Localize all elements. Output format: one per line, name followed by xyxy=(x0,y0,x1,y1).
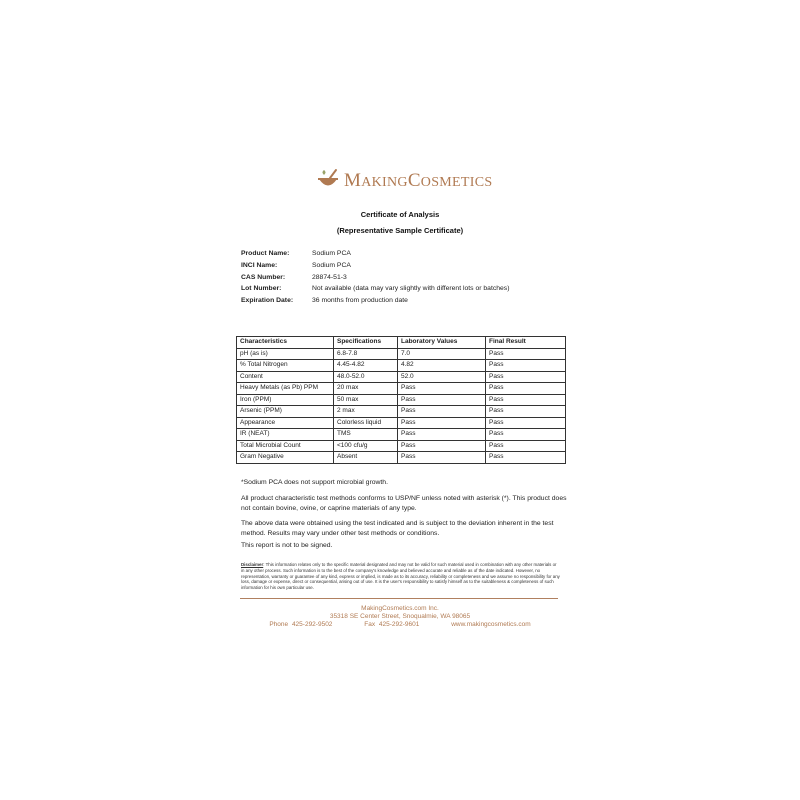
table-cell: Iron (PPM) xyxy=(237,394,334,406)
table-cell: pH (as is) xyxy=(237,348,334,360)
table-cell: Colorless liquid xyxy=(334,417,398,429)
table-cell: Pass xyxy=(486,440,566,452)
table-cell: Appearance xyxy=(237,417,334,429)
disclaimer xyxy=(241,562,561,591)
table-row xyxy=(237,406,566,418)
table-cell: Content xyxy=(237,371,334,383)
table-cell: Pass xyxy=(398,383,486,395)
table-cell: % Total Nitrogen xyxy=(237,360,334,372)
footer-contact xyxy=(0,621,800,628)
makingcosmetics-logo xyxy=(316,166,493,196)
footer-company: MakingCosmetics.com Inc. xyxy=(361,605,439,612)
note-microbial: *Sodium PCA does not support microbial growth. xyxy=(241,479,388,486)
table-row xyxy=(237,348,566,360)
table-cell: Pass xyxy=(486,417,566,429)
table-cell: 50 max xyxy=(334,394,398,406)
table-cell: Absent xyxy=(334,452,398,464)
footer-fax: Fax 425-292-9601 xyxy=(364,621,420,628)
analysis-table xyxy=(236,336,566,464)
footer-address: 35318 SE Center Street, Snoqualmie, WA 98065 xyxy=(329,613,471,620)
note-test-methods: All product characteristic test methods conforms to USP/NF unless noted with asterisk (*). This product does not contain bovine, ovine, or caprine materials of any type. xyxy=(241,495,567,512)
table-cell: 7.0 xyxy=(398,348,486,360)
table-cell: 2 max xyxy=(334,406,398,418)
table-cell: Pass xyxy=(398,394,486,406)
table-cell: Pass xyxy=(486,383,566,395)
table-cell: TMS xyxy=(334,429,398,441)
table-cell: 52.0 xyxy=(398,371,486,383)
table-row xyxy=(237,429,566,441)
table-cell: 4.82 xyxy=(398,360,486,372)
table-row xyxy=(237,394,566,406)
table-row xyxy=(237,440,566,452)
table-row xyxy=(237,417,566,429)
table-cell: 6.8-7.8 xyxy=(334,348,398,360)
disclaimer-text: : This information relates only to the specific material designated and may not be valid for such material used in combination with any other materials or in any other process. Such information is to the best of the company's knowledge and believed accurate and reliable as of the date indicated. However, no representation, warranty or guarantee of any kind, express or implied, is made as to its accuracy, reliability or completeness and we assume no responsibility for any loss, damage or expense, direct or consequential, arising out of use. It is the user's responsibility to satisfy himself as to the suitableness & completeness of such information for his own particular use. xyxy=(241,562,560,591)
table-cell: Pass xyxy=(486,371,566,383)
mortar-pestle-icon xyxy=(316,168,340,192)
table-cell: Pass xyxy=(398,406,486,418)
header-specifications: Specifications xyxy=(334,337,398,349)
table-cell: Pass xyxy=(398,452,486,464)
disclaimer-label: Disclaimer xyxy=(241,562,264,567)
table-cell: Gram Negative xyxy=(237,452,334,464)
table-cell: <100 cfu/g xyxy=(334,440,398,452)
table-cell: Total Microbial Count xyxy=(237,440,334,452)
table-cell: Pass xyxy=(398,440,486,452)
footer-website: www.makingcosmetics.com xyxy=(451,621,531,628)
table-cell: Pass xyxy=(398,429,486,441)
note-data-deviation: The above data were obtained using the test indicated and is subject to the deviation inherent in the test method. Results may vary under other test methods or conditions. xyxy=(241,520,554,537)
table-cell: Pass xyxy=(486,406,566,418)
header-final-result: Final Result xyxy=(486,337,566,349)
table-cell: 48.0-52.0 xyxy=(334,371,398,383)
table-cell: Pass xyxy=(486,452,566,464)
footer-phone: Phone 425-292-9502 xyxy=(269,621,333,628)
table-cell: Pass xyxy=(486,429,566,441)
table-row xyxy=(237,383,566,395)
table-cell: Pass xyxy=(486,394,566,406)
table-cell: Pass xyxy=(486,348,566,360)
certificate-page: MAKINGCOSMETICS Certificate of Analysis (Representative Sample Certificate) Product Name: Sodium PCA INCI Name: Sodium PCA CAS Number: 28874-51-3 Lot Number: Not available (data may vary slightly with different lots or batches) Expiration Date: 36 months from production date Characteristics Specifications Laboratory Values Final Result pH (as is) 6.8-7.8 7.0 Pass % Total Nitrogen 4.45-4.82 4.82 Pass Content 48.0-52.0 52.0 Pass Heavy Metals (as Pb) PPM 20 max Pass Pass Iron (PPM) 50 max Pass Pass Arsenic (PPM) 2 max Pass Pass Appearance Colorless liquid Pass Pass IR (NEAT) TMS Pass Pass Total Microbial Count <100 cfu/g Pass Pass Gram Negative Absent Pass Pass *Sodium PCA does not support microbial growth. All product characteristic test methods conforms to USP/NF unless noted with asterisk (*). This product does not contain bovine, ovine, or caprine materials of any type. The above data were obtained using the test indicated and is subject to the deviation inherent in the test method. Results may vary under other test methods or conditions. This report is not to be signed. Disclaimer: This information relates only to the specific material designated and may not be valid for such material used in combination with any other materials or in any other process. Such information is to the best of the company's knowledge and believed accurate and reliable as of the date indicated. However, no representation, warranty or guarantee of any kind, express or implied, is made as to its accuracy, reliability or completeness and we assume no responsibility for any loss, damage or expense, direct or consequential, arising out of use. It is the user's responsibility to satisfy himself as to the suitableness & completeness of such information for his own particular use. MakingCosmetics.com Inc. 35318 SE Center Street, Snoqualmie, WA 98065 Phone 425-292-9502 Fax 425-292-9601 www.makingcosmetics.com xyxy=(0,0,800,800)
table-cell: Pass xyxy=(398,417,486,429)
footer-divider xyxy=(240,598,558,599)
header-characteristics: Characteristics xyxy=(237,337,334,349)
table-cell: Arsenic (PPM) xyxy=(237,406,334,418)
table-row xyxy=(237,452,566,464)
document-title: Certificate of Analysis xyxy=(360,210,440,219)
table-row xyxy=(237,371,566,383)
logo-wordmark: MAKINGCOSMETICS xyxy=(344,170,493,191)
note-signature: This report is not to be signed. xyxy=(241,542,333,549)
header-laboratory-values: Laboratory Values xyxy=(398,337,486,349)
table-header-row xyxy=(237,337,566,349)
document-subtitle: (Representative Sample Certificate) xyxy=(336,226,464,235)
table-row xyxy=(237,360,566,372)
table-cell: 20 max xyxy=(334,383,398,395)
table-cell: IR (NEAT) xyxy=(237,429,334,441)
table-cell: 4.45-4.82 xyxy=(334,360,398,372)
table-cell: Heavy Metals (as Pb) PPM xyxy=(237,383,334,395)
table-cell: Pass xyxy=(486,360,566,372)
